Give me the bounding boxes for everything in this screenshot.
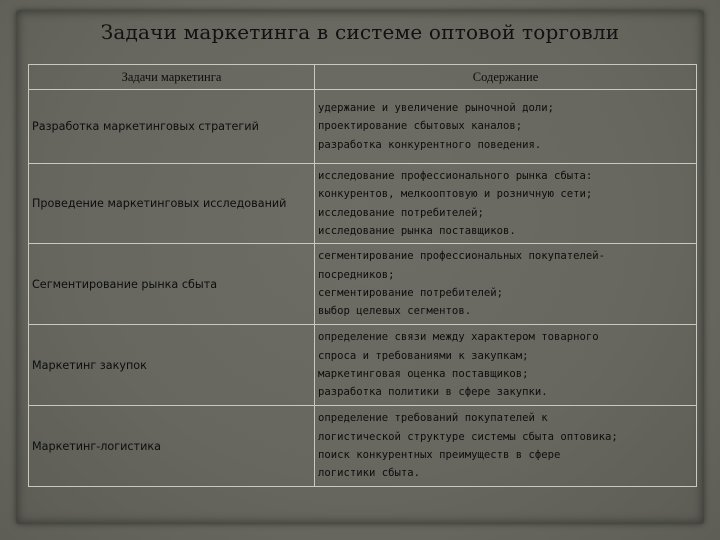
content-line: разработка политики в сфере закупки. [318,386,548,399]
table-row [29,406,697,487]
task-cell: Проведение маркетинговых исследований [29,164,315,244]
content-line: конкурентов, мелкооптовую и розничную сети; [318,188,593,201]
table-header-row [29,65,697,90]
content-line: выбор целевых сегментов. [318,305,472,318]
content-line: логистики сбыта. [318,467,421,480]
task-cell: Разработка маркетинговых стратегий [29,90,315,164]
task-cell: Маркетинг закупок [29,325,315,406]
content-cell [315,244,697,325]
content-line: определение требований покупателей к [318,412,548,425]
content-line: исследование профессионального рынка сбыта: [318,169,593,182]
content-line: разработка конкурентного поведения. [318,138,542,151]
table-row [29,325,697,406]
content-line: логистической структуре системы сбыта оптовика; [318,430,618,443]
marketing-tasks-table [28,64,697,487]
content-line: исследование потребителей; [318,206,484,219]
content-cell [315,164,697,244]
content-line: исследование рынка поставщиков. [318,224,516,237]
content-line: определение связи между характером товарного [318,331,599,344]
content-line: удержание и увеличение рыночной доли; [318,101,554,114]
content-line: поиск конкурентных преимуществ в сфере [318,449,561,461]
task-cell: Сегментирование рынка сбыта [29,244,315,325]
table-row [29,244,697,325]
header-tasks: Задачи маркетинга [29,65,315,90]
content-line: проектирование сбытовых каналов; [318,120,523,133]
content-cell [315,90,697,164]
content-line: сегментирование профессиональных покупателей- [318,250,606,263]
content-cell [315,325,697,406]
content-line: сегментирование потребителей; [318,287,503,299]
table-row [29,164,697,244]
content-line: маркетинговая оценка поставщиков; [318,368,529,380]
content-line: посредников; [318,268,395,281]
slide-title: Задачи маркетинга в системе оптовой торговли [100,20,620,44]
header-content: Содержание [315,65,697,90]
content-cell [315,406,697,487]
table-row [29,90,697,164]
content-line: спроса и требованиями к закупкам; [318,349,529,362]
task-cell: Маркетинг-логистика [29,406,315,487]
